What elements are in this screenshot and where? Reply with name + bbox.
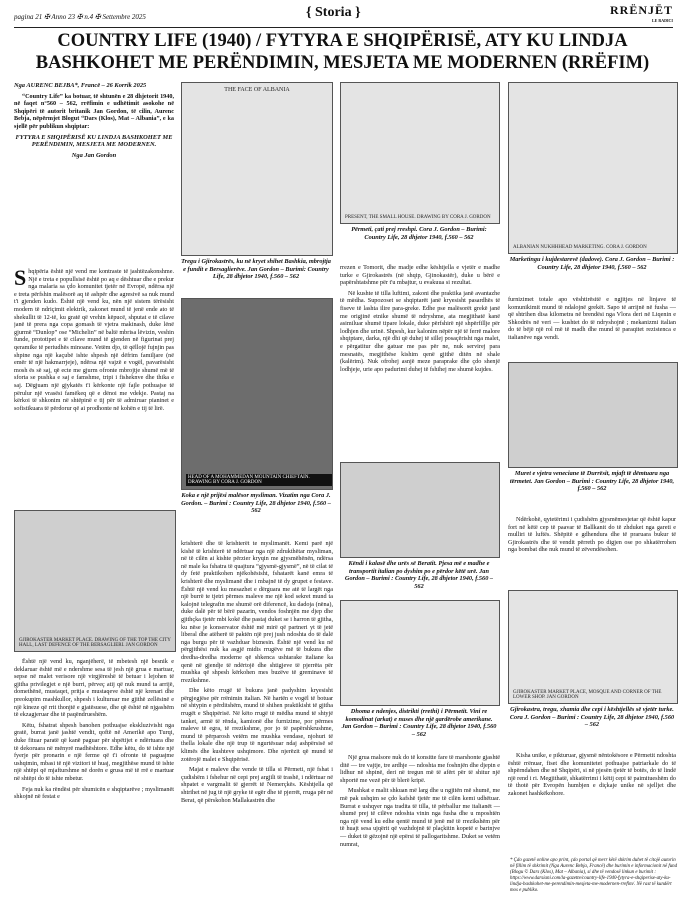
column-3-bottom-text [340, 754, 500, 914]
image-inner-caption: ALBANIAN NUKHHHEAD MARKETING. CORA J. GORDON [513, 245, 647, 250]
intro-lead: “Country Life” ka botuar, të shtunën e 28 dhjetorit 1940, në faqet n°560 – 562, rrëfimin e udhëtimit asokohe në Shqipëri të autorit britanik Jan Gordon, të cilin, Aurenc Bebja, nëpërmjet Blogut “Dars (Klos), Mat – Albania”, e ka sjellë për publikun shqiptar: [14, 92, 174, 130]
drop-cap: S [14, 268, 27, 290]
paragraph: Mushkat e malit shkuan më larg dhe u ngjitën më shumë, me më pak ushqim se çdo kafshë tjetër me të cilën kemi udhëtuar. Burrat e ushqyer nga tradita të tilla, të përballur me italianët — shumë prej të cilëve ndoshta vinin nga fusha dhe u mposhtën nga një vend ku edhe qentë mund të jenë më të rrezikshëm për të huajt sesa ujqërit që vazhdojnë të plaçkitin kopetë e barinjve — duket të gëzojnë një epërsi të pallogaritshme. Duket se vetëm numrat, [340, 787, 500, 848]
sitting-room-caption: Dhoma e ndenjes, distrikti (rrethi) i Përmetit. Vini re komodinat (arkat) e nuses dhe një gardërobe amerikane. Jan Gordon – Burimi : Country Life, 28 dhjetor 1940, f.560 – 562 [341, 708, 497, 738]
durres-caption: Muret e vjetra veneciane të Durrësit, mjaft të dëmtuara nga tërmetet. Jan Gordon – Burimi : Country Life, 28 dhjetor 1940, f.560 – 562 [509, 470, 675, 493]
column-2-text [181, 540, 333, 914]
paragraph: Këtu, fshatrat shpesh banohen pothuajse ekskluzivisht nga gratë, burrat janë jashtë vendit, qoftë në Amerikë apo Turqi, duke fituar paratë që kanë paguar për shpëtijet e ndërtuara dhe të dekoruara në mënyrë madhështore. Edhe këtu, do të ishte një fyerje për pronarin e një ferme që t'i ofronte të paguajme ushqimin, mbasi të një vizitori të huaj, megjithëse mund të ishte një shtëpi që mjafturshme në dorën e grusa më të rrë e martuar në shtëpi do të ishte mbetur. [14, 721, 174, 782]
porter-caption: Marketingu i kujdestarevë (dadove). Cora J. Gordon – Burimi : Country Life, 28 dhjetor 1940, f.560 – 562 [509, 256, 675, 271]
chieftain-caption: Koka e një prijësi malësor mysliman. Vizatim nga Cora J. Gordon. – Burimi : Country Life, 28 dhjetor 1940, f.560 – 562 [181, 492, 331, 515]
sitting-room-image [340, 600, 500, 706]
market-mosque-caption: Gjirokastra, tregu, xhamia dhe cepi i kështjellës së vjetër turke. Cora J. Gordon – Burimi : Country Life, 28 dhjetor 1940, f.560 – 562 [509, 706, 675, 729]
column-3-text [340, 264, 500, 460]
paragraph: rrezen e Tomorit, dhe madje edhe kështjella e vjetër e madhe turke e Gjirokastrës (në shqip, Gjinokastër), duke u bërë e papërshtatshme për t'u mbajtur, u evakuua si rezultat. [340, 264, 500, 287]
paragraph: Dhe këto rrugë të bukura janë padyshim kryesisht përgjegjëse për rrënimin italian. Në hartën e vogël të botuar në shtypin e përditshëm, mund të shihen praktikisht të gjitha rrugët e Shqipërisë. Në këto rrugë të mëdha mund të shtyjë tanket, armë të rënda, kamionë dhe furnizime, por përmes maleve të egra, të rrezikshme, por jo të papërshkrushme, mund të përparosh vetëm me mushka vendase, njohuri të thella lokale dhe një trup të ngurtësuar ndaj ashpërsisë së klimës dhe kushteve ushqimore. Dhe njerëzit që mund të zotërojë malet e Shqipërisë. [181, 687, 333, 763]
publication-logo [610, 3, 673, 23]
image-headline: THE FACE OF ALBANIA [224, 87, 290, 93]
column-4-text [508, 296, 676, 358]
logo-subtitle: LE RADICI [651, 18, 673, 23]
column-4-middle-text [508, 516, 676, 582]
gjirokaster-market-image [14, 510, 176, 652]
berat-caption: Këndi i kalasë dhe urës së Beratit. Pjesa më e madhe e transportit italian po dyshim po e përdor këtë urë. Jan Gordon – Burimi : Country Life, 28 dhjetor 1940, f.560 – 562 [344, 560, 494, 590]
permet-roofs-caption: Përmeti, çati prej rreshpi. Cora J. Gordon – Burimi: Country Life, 28 dhjetor 1940, f.560 – 562 [351, 226, 487, 241]
intro-block [14, 82, 174, 270]
section-title: { Storia } [306, 5, 361, 20]
column-1-bottom-text [14, 658, 174, 914]
paragraph: Ndërkohë, qytetërimi i çudishëm gjysmëmesjetar që është kapur fort në këtë cep të paavar të Ballkanit do të zhduket nga gareti e mulliri të luftës. Shëpitë e gdhendura dhe të praruara bukur të Gjirokastrës dhe të vendit përreth po digjen ose po shkatërrohen nga bombat dhe nuk mund të zëvendësohen. [508, 516, 676, 554]
image-inner-caption: HEAD OF A MOHAMMEDAN MOUNTAIN CHIEFTAIN. DRAWING BY CORA J. GORDON [186, 474, 332, 486]
article-title: COUNTRY LIFE (1940) / FYTYRA E SHQIPËRISË, ATY KU LINDJA BASHKOHET ME PERËNDIMIN, MESJETA ME MODERNEN (RRËFIM) [35, 31, 650, 73]
page-header [14, 5, 673, 28]
market-caption: Tregu i Gjirokastrës, ku në kryet shihet Bashkia, mbrojtja e fundit e Bersaglierëve. Jan Gordon – Burimi: Country Life, 28 dhjetor 1940, f.560 – 562 [181, 258, 331, 281]
column-1-text [14, 268, 174, 506]
logo-text: RRËNJËT [609, 3, 673, 17]
image-inner-caption: GJIROKASTER MARKET PLACE, MOSQUE AND CORNER OF THE LOWER SHOP. JAN GORDON [513, 690, 662, 700]
image-inner-caption: GJIROKASTER MARKET PLACE. DRAWING OF THE TOP THE CITY HALL, LAST DEFENCE OF THE BERSAGLIERI. JAN GORDON [19, 638, 171, 648]
paragraph: Feja nuk ka rëndësi për shumicën e shqiptarëve ; myslimanët shkojnë në festat e [14, 785, 174, 801]
author-line: Nga Jan Gordon [71, 151, 117, 159]
durres-walls-image [508, 362, 678, 468]
paragraph: hqipëria është një vend me kontraste të jashtëzakonshme. Një e treta e popullsisë është po aq e dështuar dhe e prekur nga malaria sa çdo komunitet tjetër në Evropë, ndërsa një e treta përfshin malësorë aq të ashpër dhe agresivë sa nuk mund t'i gjenden kudo. Është një vend ku, nën një sistem tërësisht modern të ndriçimit elektrik, zakonet mund të jenë ende ato të shekullit të 12-të, ku gratë që vrehin këpucë, shputat e të cilave janë të prera nga copa gomash të vjetra makinash, duke lënë gjurmë “Dunlop” ose “Michelin” në baltë mbrisa lëvizin, veshin funde, prototipet e të cilave mund të gjenden në figurinat prej qeramike të periudhës minoane. Vetëm djo, të qëllojë fujnjin pas shpine nga një kaçubë ishte shpesh një dëfrim familjare (në emër të një hakmarrjeje), ndërsa një vajzë e vogël, pavarësisht mosh ës së saj, që ecte me gjurm ofronte mbrojtje shumë më të sforta se pushka e saj e famshme, tripi i fisheknve dhe thika e saj. Dëgjuam një gjykatës t'i kërkonte një fajle pothuajse të përulur një vrasësi famëkeq që e dënoi me vdekje. Pastaj na kërkoi të shkonim në shtëpinë e tij për të admiruar pianinet e sofistikuara të përdorur që ai prodhonte në kohën e tij të lirë. [14, 268, 174, 412]
berat-bridge-image [340, 462, 500, 558]
paragraph: Është një vend ku, nganjëherë, të mbetesh një besnik e deklaruar është më e ndershme sesa të jesh një grua e martuar, sepse në malet verisore një virgjëreshë të betuar i lejohen të gjitha privilegjet e një burri, përveç atij që nuk mund ta arrijë, domethënë, mustaqet, pritja e mustaqeve është një krenari dhe preokupim mashkullor, shpesh i kulturuar me gjithë zellësinë e një kineze që rrit thonjtë e gjatësuese, dhe që është në njgashëm të ekzagjeruar dhe të paqëndrueshëm. [14, 658, 174, 719]
paragraph: Në kushte të tilla luftimi, zakoni dhe praktika janë avantazhe të mëdha. Supozoset se shqiptarët janë kryesisht pasardhës të fiseve të lashta ilire para-greke. Edhe pse malësorët grekë janë me origjinë etnike shumë të ndryshme, ata megjithatë kanë asimiluar shumë tipare lokale, duke përfshirë një shpërfillje për lodhjen dhe urinë. Shpesh, kur kalonim nëpër një të ferrë malore shqiptare, darka, një dhi që duhej të sillej posaçërisht nga malet, e përgatitur dhe gatuar me pas për ne, nuk servirej para mesnatës, megjithëse kishim qenë gjithë ditën në shale (kalërim). Nuk ofrohej asnjë meze paraprake dhe çdo shenjë lodhjeje, urie apo padurimi duhej të fshihej me shumë kujdes. [340, 289, 500, 373]
paragraph: Kisha unike, e pikturuar, gjysmë nëntokësore e Përmetit ndoshta është rrënuar, fiset dhe komunitetet pothuajse patriarkale do të shpërndahen dhe në Shqipëri, si në pjesën tjetër të botës, do të lindë një rend i ri. Megjithatë, shkatërrimi i këtij cepi të paimitueshëm do të thotë për Evropën humbjen e diçkaje unike në sjelljet dhe zakonet hashkëkohore. [508, 752, 676, 797]
paragraph: Një grua malsore nuk do të konsitte fare të marshonte gjashtë ditë — tre vajtje, tre ardhje — ndoshta me foshnjën dhe djepin e lidhur në shpinë, deri në tregun më të afërt për të shitur një shportë me vezë për të blerë kripë. [340, 754, 500, 784]
paragraph: furnizimet totale apo vështirësitë e ngjitjes në linjave të komunikimit mund të ndalojnë grekët. Sapo të arrijnë në fusha — që shtrihen disa kilometra në brendësi nga Vlora deri në Liqenin e Shkodrës në veri — kushtet do të ndryshojnë ; mekanizmi italian do të bëjë një rol më të madh dhe mund të paraqitet rezistenca e italianëve nga vendi. [508, 296, 676, 341]
footnote: * Çdo gazetë online apo print, çdo portal që merr këtë shkrim duhet të citojë autorin në fillim të shkrimit (Nga Aurenc Bebja, Francë) dhe burimin e informacionit në fund (Blogu © Dars (Klos), Mat – Albania), si dhe të vendosë linkun e burimit : https://www.darsiani.com/la-gazette/country-life-1940-fytyra-e-shqiperise-aty-ku-lindja-bashkohet-me-perendimin-mesjeta-me-modernen-rrefim/. Në rast të kundërt mos e publiko. [510, 858, 678, 893]
market-mosque-image [508, 590, 678, 704]
byline: Nga AURENC BEJBA*, Francë – 26 Korrik 2025 [14, 82, 147, 89]
stone-houses-image [340, 82, 500, 224]
face-of-albania-image [181, 82, 333, 256]
paragraph: Majat e maleve dhe vende të tilla si Përmeti, një fshat i çudishëm i fshehur në cepi prej argjili të trashë, i ndërtuar në shpatet e vargmalit të gjerrët të Nemerçkës. Kështjella që shtrihet në jug të një gryke të egër dhe të pjerrët, rruga për në Berat, që përskohon Mallakastrën dhe [181, 766, 333, 804]
issue-meta: pagina 21 ✠ Anno 23 ✠ n.4 ✠ Settembre 2025 [14, 13, 146, 21]
article-subtitle: FYTYRA E SHQIPËRISË KU LINDJA BASHKOHET ME PERËNDIMIN, MESJETA ME MODERNEN. [15, 133, 173, 149]
paragraph: krishterë dhe të krishterët te myslimanët. Kemi parë një kishë të krishterë të ndërtuar nga një zdrukthëtar mysliman, në të cilën ai kishte përzier kryqin me gjysmëhënën, ndërsa në male ka fshatra të quajtura “gjysmë-gjysmë”, në të cilat të dy fetë praktikohen njëkohësisht, fshatarët kanë emra të krishterë dhe myslimanë dhe i mbajnë të dy grupet e festave. Është një vend ku mesazhet e dërguara me atë të largët nga një burrë te tjetri përmes maleve me një kod sekret mund ta kalojnë telegrafin me shumë orë diferencë, ku dadoja (nëna), duke dalë për të bërë pazarin, vendos foshnjën me djep dhe gjithçka tjetër mbi kokë dhe pastaj duket se i harron të gjitha, ku nëse je konservator është më mirë që partneri yt të jetë liberal dhe atëherë të paktën një prej jush ndoshta do të dalë nga burgu për të vazhduar biznesin. Është një vend ku në përgjithësi nuk ka asgjë midis rrugëve më të bukura dhe dredha-dredha moderne që shkencа ushtarake italiane ka qenë në gjendje të ndërtojë dhe shtigjeve të pjerrëta për mushka që shpesh kërkohen mes buzëve të greminave të rrezikshme. [181, 540, 333, 684]
image-inner-caption: PRESENT, THE SMALL HOUSE. DRAWING BY CORA J. GORDON [345, 215, 491, 220]
porter-woman-image [508, 82, 678, 254]
column-4-bottom-text [508, 752, 676, 856]
chieftain-portrait-image [181, 298, 333, 490]
